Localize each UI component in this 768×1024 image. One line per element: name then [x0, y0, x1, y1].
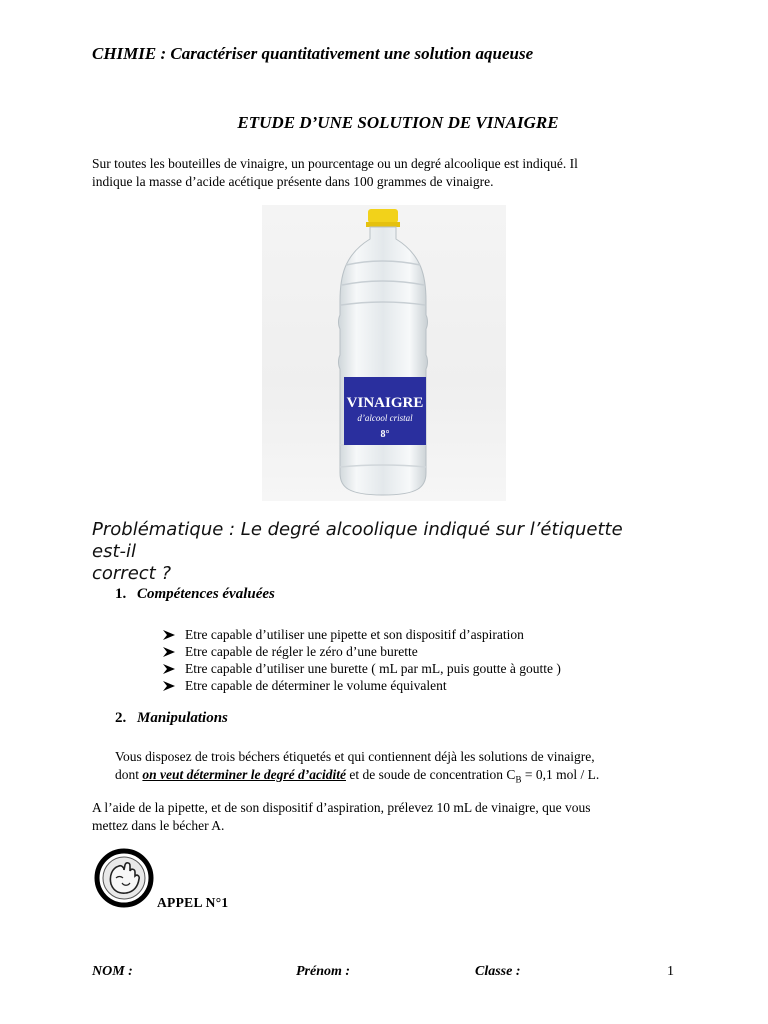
section-1-title: Compétences évaluées: [137, 586, 275, 602]
bottle-body: [339, 227, 428, 495]
arrow-bullet-icon: [162, 663, 176, 675]
intro-line-2: indique la masse d’acide acétique présente dans 100 grammes de vinaigre.: [92, 174, 494, 189]
arrow-bullet-icon: [162, 629, 176, 641]
footer-classe: Classe :: [475, 964, 521, 979]
footer-nom: NOM :: [92, 964, 133, 979]
footer-prenom: Prénom :: [296, 964, 351, 979]
bottle-cap: [368, 209, 398, 223]
problem-line-1: Problématique : Le degré alcoolique indiqué sur l’étiquette est-il: [92, 519, 623, 562]
list-item: Etre capable d’utiliser une burette ( mL par mL, puis goutte à goutte ): [162, 660, 561, 677]
label-sub-text: d’alcool cristal: [357, 413, 413, 423]
section-1-number: 1.: [115, 586, 127, 602]
document-subtitle: ETUDE D’UNE SOLUTION DE VINAIGRE: [237, 113, 559, 132]
call-hand-icon: [94, 848, 154, 908]
list-item: Etre capable de régler le zéro d’une burette: [162, 643, 561, 660]
document-title: CHIMIE : Caractériser quantitativement une solution aqueuse: [92, 44, 534, 63]
label-brand-text: VINAIGRE: [346, 395, 424, 411]
manipulation-paragraph-1: Vous disposez de trois béchers étiquetés et qui contiennent déjà les solutions de vinaigre, dont on veut déterminer le degré d’acidité et de soude de concentration $C_B = 0,1$ mol / L.: [115, 749, 600, 785]
section-2-heading: [115, 710, 228, 727]
emphasis-underlined: on veut déterminer le degré d’acidité: [142, 767, 346, 782]
problem-line-2: correct ?: [92, 563, 172, 584]
bottle-illustration: [262, 205, 506, 501]
arrow-bullet-icon: [162, 646, 176, 658]
label-degree-text: 8°: [380, 429, 390, 440]
list-item: Etre capable d’utiliser une pipette et son dispositif d’aspiration: [162, 626, 561, 643]
intro-paragraph: [92, 155, 662, 191]
section-2-title: Manipulations: [137, 710, 228, 726]
bottle-cap-ring: [366, 222, 400, 227]
list-item: Etre capable de déterminer le volume équivalent: [162, 677, 561, 694]
skills-list: [162, 626, 561, 694]
page-number: 1: [667, 964, 674, 979]
vinegar-bottle-photo: [262, 205, 506, 501]
manipulation-paragraph-2: A l’aide de la pipette, et de son dispositif d’aspiration, prélevez 10 mL de vinaigre, que vous mettez dans le bécher A.: [92, 800, 591, 833]
problem-statement: [92, 519, 652, 585]
section-2-number: 2.: [115, 710, 127, 726]
appel-label: APPEL N°1: [157, 895, 229, 910]
intro-line-1: Sur toutes les bouteilles de vinaigre, un pourcentage ou un degré alcoolique est indiqué. Il: [92, 156, 578, 171]
arrow-bullet-icon: [162, 680, 176, 692]
section-1-heading: [115, 586, 275, 603]
